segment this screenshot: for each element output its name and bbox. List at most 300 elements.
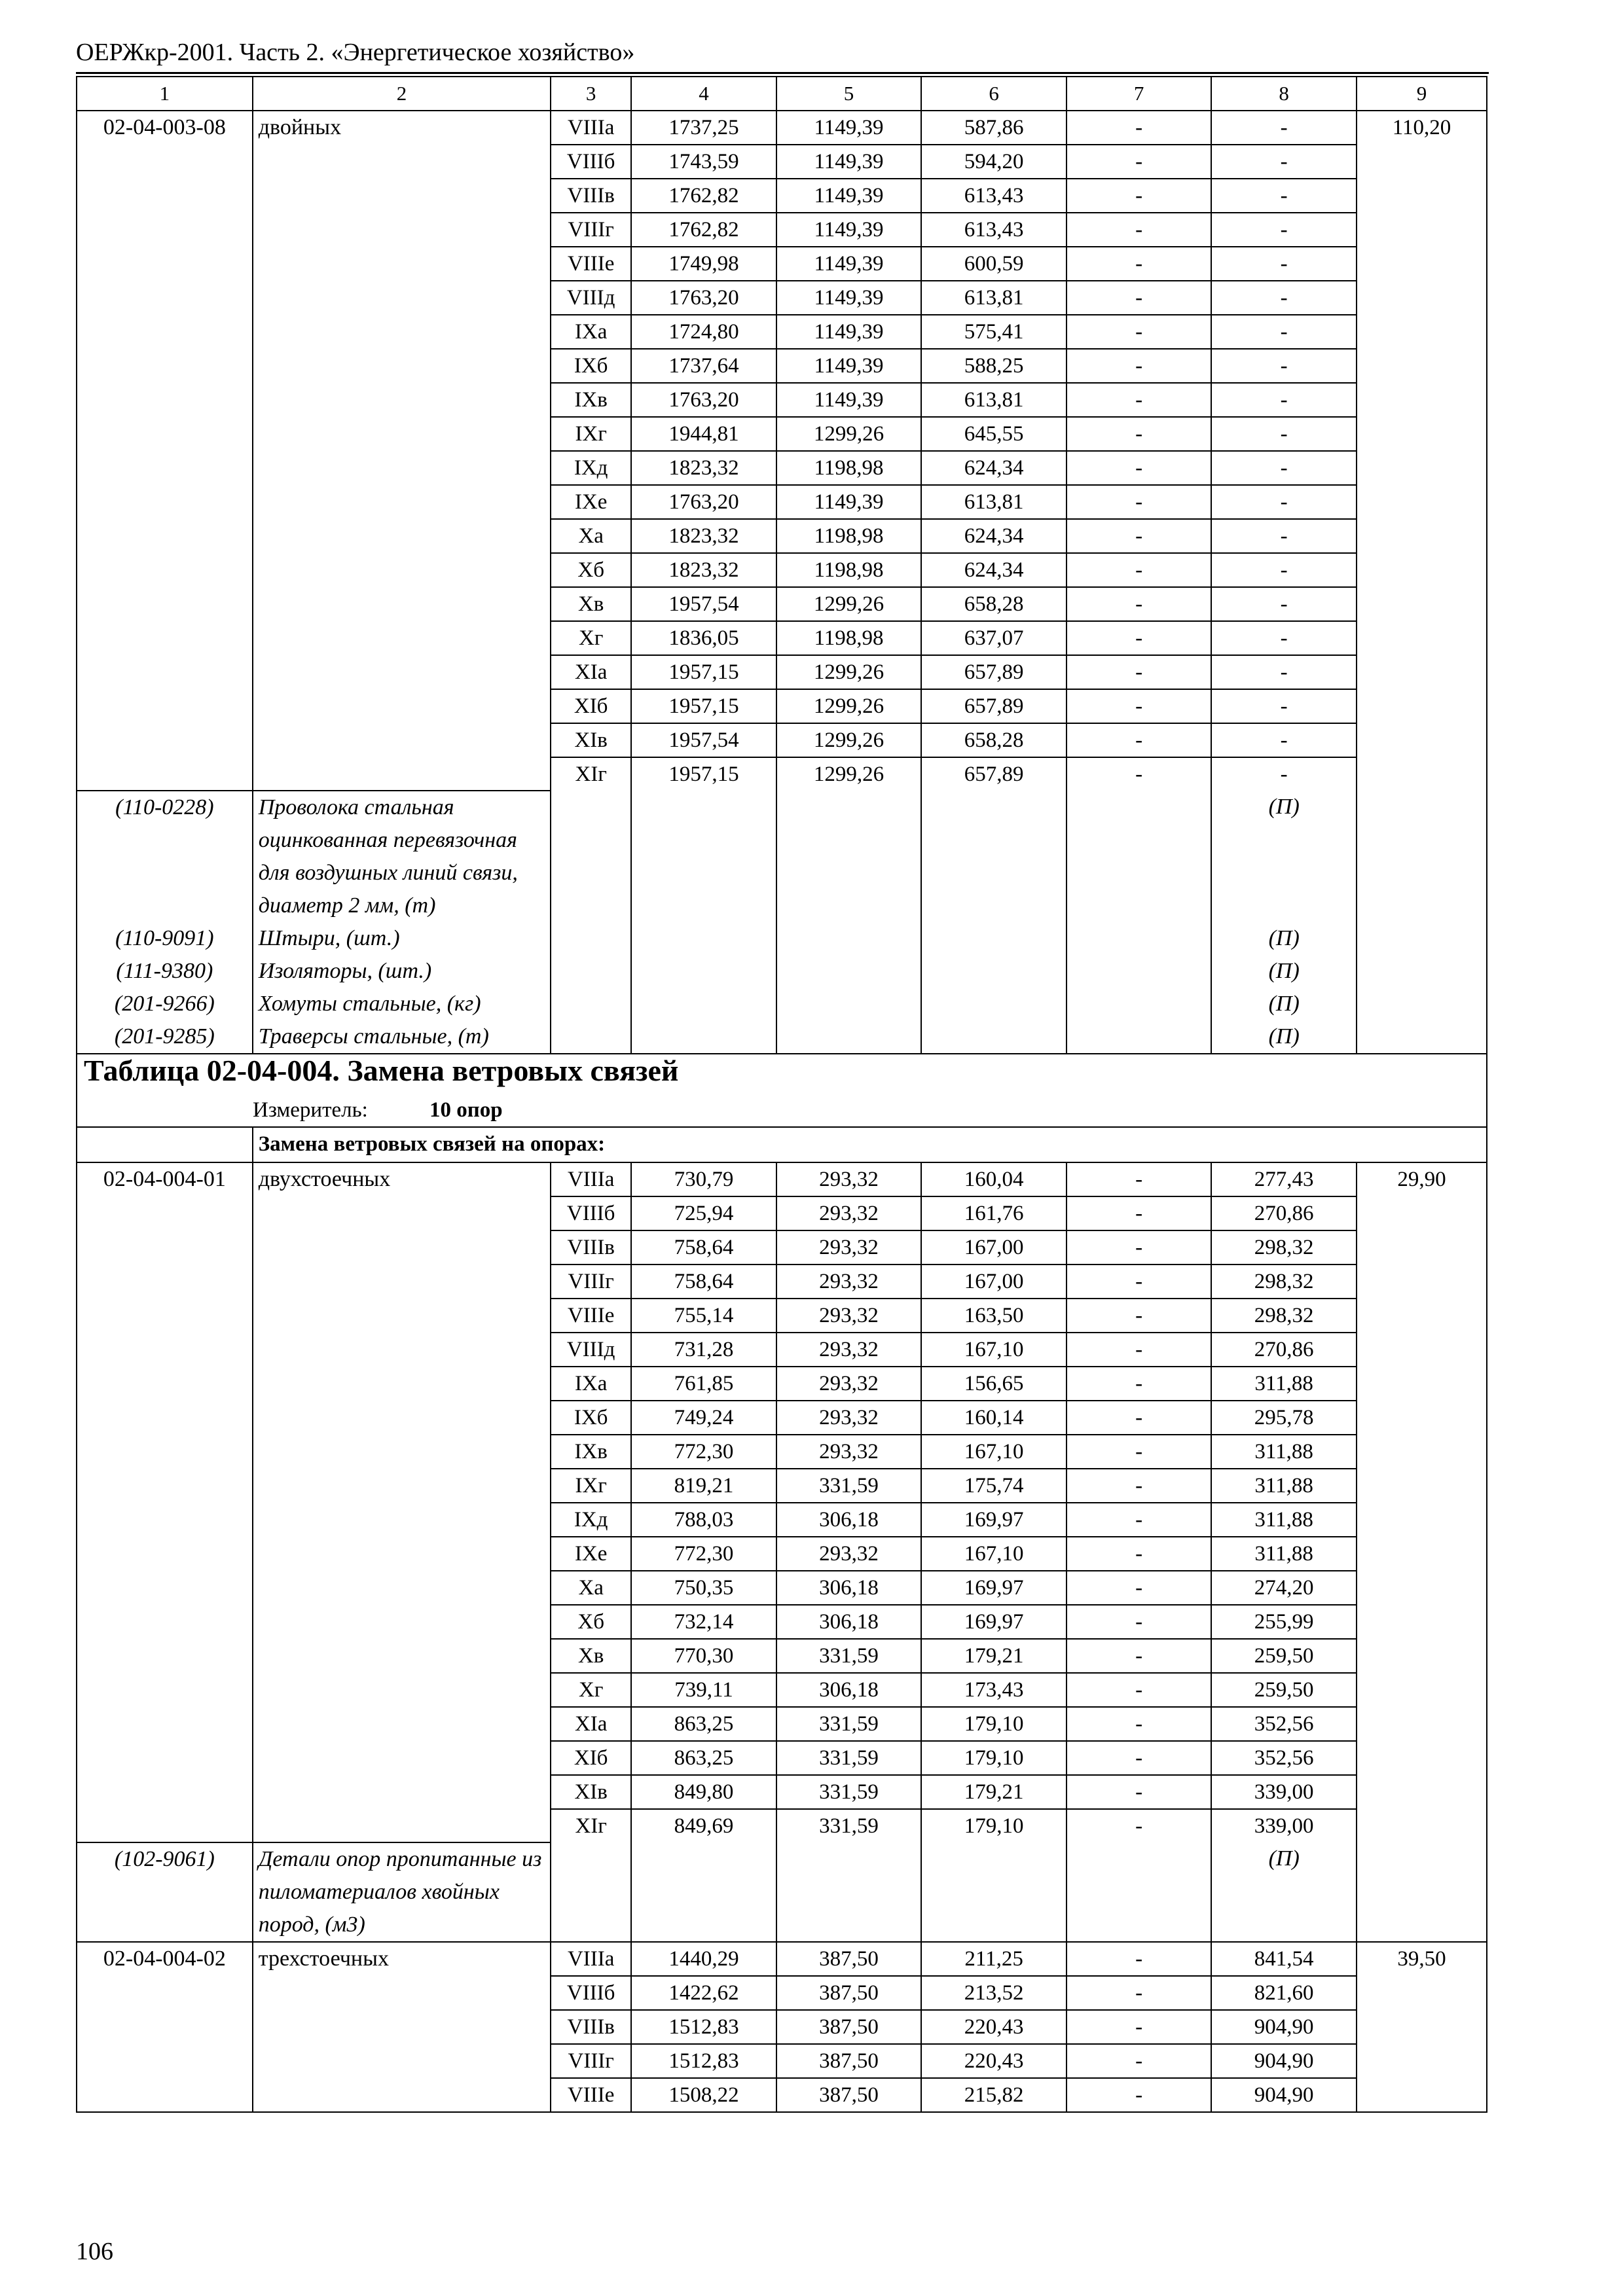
column-header: 1 [77, 77, 253, 111]
value-cell: 657,89 [921, 757, 1067, 791]
value-cell: 761,85 [631, 1367, 776, 1401]
region-cell: Xв [551, 587, 631, 621]
value-cell: 1957,15 [631, 757, 776, 791]
material-name: Проволока стальная оцинкованная перевязочная для воздушных линий связи, диаметр 2 мм, (т) [253, 791, 551, 922]
value-cell: - [1211, 689, 1357, 723]
value-cell: - [1067, 1230, 1212, 1265]
value-cell: 849,80 [631, 1775, 776, 1809]
value-cell: 1299,26 [776, 655, 922, 689]
value-cell: 220,43 [921, 2044, 1067, 2078]
region-cell: VIIIб [551, 1196, 631, 1230]
value-cell: 215,82 [921, 2078, 1067, 2112]
value-cell: 339,00 [1211, 1775, 1357, 1809]
empty-cell [551, 1020, 631, 1054]
region-cell: VIIIе [551, 2078, 631, 2112]
value-cell: 331,59 [776, 1775, 922, 1809]
table-row [77, 1942, 1487, 1976]
value-cell: 1149,39 [776, 247, 922, 281]
region-cell: VIIIг [551, 1265, 631, 1299]
value-cell: 331,59 [776, 1809, 922, 1842]
value-cell: 179,21 [921, 1775, 1067, 1809]
value-cell: 169,97 [921, 1605, 1067, 1639]
value-cell: 613,43 [921, 179, 1067, 213]
section-spacer [77, 1127, 253, 1162]
value-cell: - [1067, 1299, 1212, 1333]
material-mark: (П) [1211, 1842, 1357, 1942]
value-cell: - [1067, 485, 1212, 519]
value-cell: 387,50 [776, 2078, 922, 2112]
value-cell: 1512,83 [631, 2044, 776, 2078]
material-code: (110-0228) [77, 791, 253, 922]
value-cell: 645,55 [921, 417, 1067, 451]
column-header: 9 [1357, 77, 1487, 111]
region-cell: IXд [551, 451, 631, 485]
value-cell: - [1211, 247, 1357, 281]
material-mark: (П) [1211, 1020, 1357, 1054]
empty-cell [1067, 1020, 1212, 1054]
value-cell: 173,43 [921, 1673, 1067, 1707]
value-cell: 352,56 [1211, 1741, 1357, 1775]
value-cell: - [1211, 587, 1357, 621]
measure-label: Измеритель: [253, 1098, 368, 1122]
value-cell: - [1067, 553, 1212, 587]
col9-value: 29,90 [1357, 1162, 1487, 1942]
value-cell: - [1067, 1741, 1212, 1775]
value-cell: 739,11 [631, 1673, 776, 1707]
value-cell: - [1067, 621, 1212, 655]
empty-cell [1067, 791, 1212, 922]
empty-cell [551, 791, 631, 922]
value-cell: 293,32 [776, 1265, 922, 1299]
value-cell: 167,10 [921, 1537, 1067, 1571]
rate-name: двухстоечных [253, 1162, 551, 1842]
value-cell: 1149,39 [776, 349, 922, 383]
value-cell: 293,32 [776, 1230, 922, 1265]
value-cell: 575,41 [921, 315, 1067, 349]
value-cell: 1149,39 [776, 111, 922, 145]
value-cell: 1823,32 [631, 451, 776, 485]
column-header: 5 [776, 77, 922, 111]
value-cell: - [1211, 621, 1357, 655]
region-cell: IXб [551, 349, 631, 383]
value-cell: - [1067, 1942, 1212, 1976]
material-code: (201-9285) [77, 1020, 253, 1054]
empty-cell [776, 922, 922, 955]
material-row [77, 791, 1487, 922]
value-cell: 1198,98 [776, 553, 922, 587]
col9-value: 39,50 [1357, 1942, 1487, 2112]
value-cell: - [1211, 349, 1357, 383]
empty-cell [921, 1842, 1067, 1942]
value-cell: 1198,98 [776, 451, 922, 485]
value-cell: - [1067, 655, 1212, 689]
value-cell: 1149,39 [776, 213, 922, 247]
value-cell: 259,50 [1211, 1639, 1357, 1673]
value-cell: 179,10 [921, 1809, 1067, 1842]
value-cell: 588,25 [921, 349, 1067, 383]
value-cell: 211,25 [921, 1942, 1067, 1976]
value-cell: 179,21 [921, 1639, 1067, 1673]
region-cell: VIIIв [551, 2010, 631, 2044]
value-cell: 841,54 [1211, 1942, 1357, 1976]
value-cell: 637,07 [921, 621, 1067, 655]
value-cell: - [1067, 145, 1212, 179]
value-cell: - [1211, 757, 1357, 791]
region-cell: Xг [551, 621, 631, 655]
region-cell: XIа [551, 1707, 631, 1741]
empty-cell [1067, 1842, 1212, 1942]
rate-code: 02-04-004-01 [77, 1162, 253, 1842]
column-header: 3 [551, 77, 631, 111]
page-number: 106 [76, 2238, 113, 2265]
value-cell: 1749,98 [631, 247, 776, 281]
empty-cell [776, 988, 922, 1020]
region-cell: Xб [551, 553, 631, 587]
region-cell: VIIIг [551, 213, 631, 247]
empty-cell [776, 1842, 922, 1942]
region-cell: Xб [551, 1605, 631, 1639]
value-cell: 657,89 [921, 655, 1067, 689]
value-cell: 306,18 [776, 1673, 922, 1707]
value-cell: 624,34 [921, 519, 1067, 553]
value-cell: - [1067, 1265, 1212, 1299]
value-cell: 167,10 [921, 1435, 1067, 1469]
measure-row [77, 1094, 1487, 1127]
value-cell: 658,28 [921, 723, 1067, 757]
value-cell: - [1211, 485, 1357, 519]
value-cell: 1149,39 [776, 315, 922, 349]
value-cell: 387,50 [776, 1976, 922, 2010]
value-cell: - [1067, 349, 1212, 383]
value-cell: 1299,26 [776, 417, 922, 451]
material-mark: (П) [1211, 988, 1357, 1020]
column-header: 2 [253, 77, 551, 111]
region-cell: VIIIв [551, 1230, 631, 1265]
value-cell: 311,88 [1211, 1367, 1357, 1401]
table-title: Таблица 02-04-004. Замена ветровых связей [77, 1054, 1487, 1094]
value-cell: 213,52 [921, 1976, 1067, 2010]
value-cell: 613,81 [921, 485, 1067, 519]
value-cell: 1957,54 [631, 723, 776, 757]
value-cell: - [1067, 111, 1212, 145]
value-cell: 758,64 [631, 1265, 776, 1299]
value-cell: 730,79 [631, 1162, 776, 1196]
value-cell: 624,34 [921, 451, 1067, 485]
value-cell: 819,21 [631, 1469, 776, 1503]
value-cell: - [1067, 1469, 1212, 1503]
value-cell: 1763,20 [631, 281, 776, 315]
value-cell: 624,34 [921, 553, 1067, 587]
empty-cell [776, 791, 922, 922]
value-cell: 270,86 [1211, 1196, 1357, 1230]
section-title: Замена ветровых связей на опорах: [253, 1127, 1487, 1162]
material-row [77, 955, 1487, 988]
region-cell: IXг [551, 1469, 631, 1503]
value-cell: - [1211, 655, 1357, 689]
value-cell: 293,32 [776, 1367, 922, 1401]
value-cell: 293,32 [776, 1537, 922, 1571]
value-cell: 613,81 [921, 281, 1067, 315]
value-cell: - [1211, 315, 1357, 349]
empty-cell [921, 988, 1067, 1020]
value-cell: 1957,15 [631, 655, 776, 689]
value-cell: 772,30 [631, 1435, 776, 1469]
value-cell: - [1211, 417, 1357, 451]
region-cell: VIIIа [551, 111, 631, 145]
material-mark: (П) [1211, 955, 1357, 988]
value-cell: 163,50 [921, 1299, 1067, 1333]
empty-cell [921, 1020, 1067, 1054]
value-cell: 387,50 [776, 1942, 922, 1976]
value-cell: - [1211, 213, 1357, 247]
value-cell: 306,18 [776, 1605, 922, 1639]
region-cell: Xв [551, 1639, 631, 1673]
region-cell: XIв [551, 723, 631, 757]
value-cell: 306,18 [776, 1503, 922, 1537]
region-cell: IXа [551, 315, 631, 349]
value-cell: 1422,62 [631, 1976, 776, 2010]
value-cell: 613,43 [921, 213, 1067, 247]
page-header: ОЕРЖкр-2001. Часть 2. «Энергетическое хозяйство» [76, 39, 635, 66]
region-cell: VIIIе [551, 247, 631, 281]
value-cell: 1836,05 [631, 621, 776, 655]
value-cell: 331,59 [776, 1707, 922, 1741]
region-cell: IXг [551, 417, 631, 451]
value-cell: 274,20 [1211, 1571, 1357, 1605]
value-cell: 255,99 [1211, 1605, 1357, 1639]
value-cell: - [1211, 281, 1357, 315]
value-cell: 1724,80 [631, 315, 776, 349]
value-cell: - [1211, 145, 1357, 179]
value-cell: 298,32 [1211, 1299, 1357, 1333]
empty-cell [921, 955, 1067, 988]
empty-cell [631, 922, 776, 955]
column-header: 4 [631, 77, 776, 111]
measure [77, 1094, 1487, 1127]
empty-cell [776, 1020, 922, 1054]
value-cell: - [1067, 1435, 1212, 1469]
region-cell: XIв [551, 1775, 631, 1809]
value-cell: 179,10 [921, 1707, 1067, 1741]
value-cell: 657,89 [921, 689, 1067, 723]
column-header: 6 [921, 77, 1067, 111]
value-cell: 1299,26 [776, 587, 922, 621]
value-cell: 749,24 [631, 1401, 776, 1435]
value-cell: 311,88 [1211, 1537, 1357, 1571]
value-cell: 732,14 [631, 1605, 776, 1639]
value-cell: 298,32 [1211, 1265, 1357, 1299]
region-cell: Xг [551, 1673, 631, 1707]
value-cell: 1149,39 [776, 383, 922, 417]
value-cell: 331,59 [776, 1469, 922, 1503]
empty-cell [551, 955, 631, 988]
value-cell: - [1211, 111, 1357, 145]
value-cell: 293,32 [776, 1435, 922, 1469]
empty-cell [631, 791, 776, 922]
column-header: 7 [1067, 77, 1212, 111]
table-row [77, 111, 1487, 145]
empty-cell [1067, 922, 1212, 955]
value-cell: 331,59 [776, 1639, 922, 1673]
value-cell: 298,32 [1211, 1230, 1357, 1265]
value-cell: - [1067, 1367, 1212, 1401]
value-cell: 755,14 [631, 1299, 776, 1333]
value-cell: 1823,32 [631, 553, 776, 587]
value-cell: 277,43 [1211, 1162, 1357, 1196]
value-cell: 904,90 [1211, 2044, 1357, 2078]
value-cell: - [1067, 2044, 1212, 2078]
value-cell: - [1067, 451, 1212, 485]
measure-value: 10 опор [429, 1098, 503, 1122]
empty-cell [631, 1020, 776, 1054]
value-cell: 1762,82 [631, 213, 776, 247]
value-cell: 1762,82 [631, 179, 776, 213]
value-cell: 1743,59 [631, 145, 776, 179]
value-cell: - [1067, 1503, 1212, 1537]
value-cell: - [1067, 1673, 1212, 1707]
value-cell: - [1067, 1775, 1212, 1809]
value-cell: 175,74 [921, 1469, 1067, 1503]
value-cell: 863,25 [631, 1741, 776, 1775]
value-cell: 1149,39 [776, 145, 922, 179]
region-cell: VIIIа [551, 1162, 631, 1196]
value-cell: - [1067, 723, 1212, 757]
value-cell: 295,78 [1211, 1401, 1357, 1435]
value-cell: 311,88 [1211, 1435, 1357, 1469]
region-cell: IXа [551, 1367, 631, 1401]
value-cell: - [1067, 1639, 1212, 1673]
value-cell: - [1067, 383, 1212, 417]
value-cell: - [1067, 417, 1212, 451]
value-cell: 270,86 [1211, 1333, 1357, 1367]
region-cell: IXв [551, 383, 631, 417]
rate-code: 02-04-004-02 [77, 1942, 253, 2112]
value-cell: 1508,22 [631, 2078, 776, 2112]
region-cell: IXд [551, 1503, 631, 1537]
material-code: (102-9061) [77, 1842, 253, 1942]
value-cell: - [1067, 281, 1212, 315]
empty-cell [631, 988, 776, 1020]
material-code: (111-9380) [77, 955, 253, 988]
value-cell: - [1067, 1809, 1212, 1842]
empty-cell [551, 922, 631, 955]
header-rule [76, 72, 1489, 74]
value-cell: 161,76 [921, 1196, 1067, 1230]
region-cell: VIIIб [551, 145, 631, 179]
empty-cell [631, 955, 776, 988]
value-cell: 331,59 [776, 1741, 922, 1775]
value-cell: 863,25 [631, 1707, 776, 1741]
empty-cell [776, 955, 922, 988]
value-cell: - [1067, 1605, 1212, 1639]
value-cell: 1763,20 [631, 383, 776, 417]
value-cell: 1763,20 [631, 485, 776, 519]
region-cell: IXе [551, 485, 631, 519]
material-name: Детали опор пропитанные из пиломатериалов хвойных пород, (м3) [253, 1842, 551, 1942]
value-cell: 1299,26 [776, 757, 922, 791]
region-cell: XIб [551, 1741, 631, 1775]
value-cell: 179,10 [921, 1741, 1067, 1775]
rate-code: 02-04-003-08 [77, 111, 253, 791]
value-cell: 770,30 [631, 1639, 776, 1673]
value-cell: - [1211, 383, 1357, 417]
empty-cell [631, 1842, 776, 1942]
value-cell: 352,56 [1211, 1707, 1357, 1741]
value-cell: 293,32 [776, 1196, 922, 1230]
value-cell: 849,69 [631, 1809, 776, 1842]
rate-name: двойных [253, 111, 551, 791]
value-cell: 594,20 [921, 145, 1067, 179]
value-cell: 160,14 [921, 1401, 1067, 1435]
empty-cell [551, 988, 631, 1020]
value-cell: 167,00 [921, 1265, 1067, 1299]
value-cell: 311,88 [1211, 1469, 1357, 1503]
material-name: Хомуты стальные, (кг) [253, 988, 551, 1020]
region-cell: VIIIб [551, 1976, 631, 2010]
value-cell: 167,10 [921, 1333, 1067, 1367]
value-cell: - [1211, 451, 1357, 485]
value-cell: 1299,26 [776, 723, 922, 757]
value-cell: 1944,81 [631, 417, 776, 451]
material-code: (110-9091) [77, 922, 253, 955]
value-cell: - [1067, 213, 1212, 247]
value-cell: - [1067, 1196, 1212, 1230]
value-cell: - [1067, 1571, 1212, 1605]
material-row [77, 1842, 1487, 1942]
material-row [77, 988, 1487, 1020]
value-cell: - [1211, 553, 1357, 587]
region-cell: IXе [551, 1537, 631, 1571]
region-cell: XIг [551, 1809, 631, 1842]
value-cell: - [1067, 757, 1212, 791]
value-cell: 904,90 [1211, 2010, 1357, 2044]
region-cell: VIIIг [551, 2044, 631, 2078]
value-cell: 904,90 [1211, 2078, 1357, 2112]
section-row [77, 1127, 1487, 1162]
value-cell: 339,00 [1211, 1809, 1357, 1842]
value-cell: - [1067, 2078, 1212, 2112]
region-cell: IXв [551, 1435, 631, 1469]
value-cell: - [1067, 179, 1212, 213]
rate-name: трехстоечных [253, 1942, 551, 2112]
value-cell: 1198,98 [776, 621, 922, 655]
value-cell: - [1067, 1333, 1212, 1367]
empty-cell [921, 922, 1067, 955]
column-header: 8 [1211, 77, 1357, 111]
value-cell: - [1067, 1707, 1212, 1741]
region-cell: VIIIа [551, 1942, 631, 1976]
region-cell: Xа [551, 519, 631, 553]
region-cell: VIIIе [551, 1299, 631, 1333]
value-cell: 167,00 [921, 1230, 1067, 1265]
empty-cell [921, 791, 1067, 922]
value-cell: - [1211, 179, 1357, 213]
value-cell: - [1067, 247, 1212, 281]
material-name: Штыри, (шт.) [253, 922, 551, 955]
value-cell: 658,28 [921, 587, 1067, 621]
material-row [77, 922, 1487, 955]
value-cell: 731,28 [631, 1333, 776, 1367]
value-cell: 306,18 [776, 1571, 922, 1605]
value-cell: 387,50 [776, 2044, 922, 2078]
value-cell: 772,30 [631, 1537, 776, 1571]
material-row [77, 1020, 1487, 1054]
value-cell: - [1067, 315, 1212, 349]
table-row [77, 1162, 1487, 1196]
col9-value: 110,20 [1357, 111, 1487, 1054]
material-name: Изоляторы, (шт.) [253, 955, 551, 988]
region-cell: VIIIд [551, 1333, 631, 1367]
